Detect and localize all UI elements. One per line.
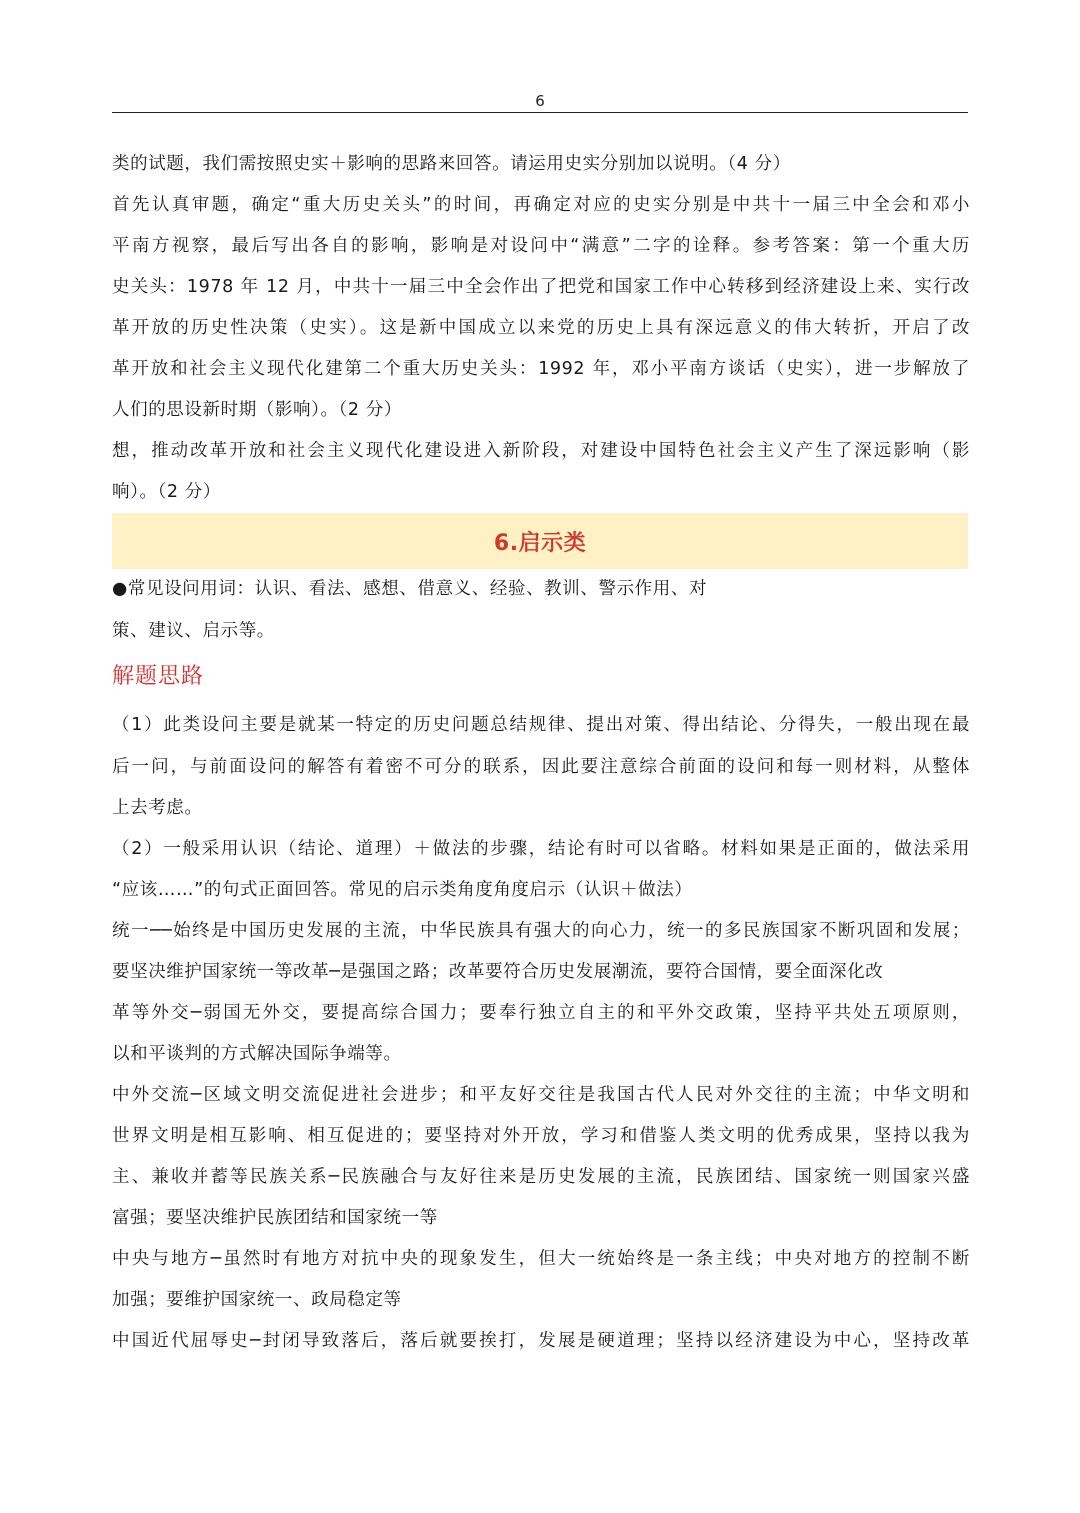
- intro-line-9: 响）。（2 分）: [112, 482, 221, 502]
- intro-line-8: 想，推动改革开放和社会主义现代化建设进入新阶段，对建设中国特色社会主义产生了深远影响（影: [112, 441, 970, 461]
- body-line-4: （2）一般采用认识（结论、道理）＋做法的步骤，结论有时可以省略。材料如果是正面的，做法采用: [112, 839, 970, 859]
- body-line-7: 要坚决维护国家统一等改革─是强国之路；改革要符合历史发展潮流，要符合国情，要全面深化改: [112, 962, 884, 982]
- body-line-8: 革等外交─弱国无外交，要提高综合国力；要奉行独立自主的和平外交政策，坚持平共处五项原则，: [112, 1003, 970, 1023]
- body-line-5: “应该……”的句式正面回答。常见的启示类角度角度启示（认识＋做法）: [112, 880, 693, 900]
- intro-line-4: 史关头：1978 年 12 月，中共十一届三中全会作出了把党和国家工作中心转移到经济建设上来、实行改: [112, 277, 970, 297]
- body-line-6: 统一──始终是中国历史发展的主流，中华民族具有强大的向心力，统一的多民族国家不断巩固和发展；: [112, 921, 970, 941]
- page-number: 6: [535, 92, 545, 110]
- section-title: 6.启示类: [493, 530, 587, 556]
- intro-line-7: 人们的思设新时期（影响）。（2 分）: [112, 400, 402, 420]
- body-line-12: 主、兼收并蓄等民族关系─民族融合与友好往来是历史发展的主流，民族团结、国家统一则国家兴盛: [112, 1167, 970, 1187]
- intro-line-1: 类的试题，我们需按照史实＋影响的思路来回答。请运用史实分别加以说明。（4 分）: [112, 154, 791, 174]
- intro-line-2: 首先认真审题，确定“重大历史关头”的时间，再确定对应的史实分别是中共十一届三中全会和邓小: [112, 195, 970, 215]
- header-rule: [112, 112, 968, 113]
- solution-heading: 解题思路: [112, 664, 205, 689]
- body-line-1: （1）此类设问主要是就某一特定的历史问题总结规律、提出对策、得出结论、分得失，一般出现在最: [112, 715, 970, 735]
- intro-line-6: 革开放和社会主义现代化建第二个重大历史关头：1992 年，邓小平南方谈话（史实），进一步解放了: [112, 359, 970, 379]
- body-line-9: 以和平谈判的方式解决国际争端等。: [112, 1044, 402, 1064]
- body-line-15: 加强；要维护国家统一、政局稳定等: [112, 1290, 402, 1310]
- body-line-16: 中国近代屈辱史─封闭导致落后，落后就要挨打，发展是硬道理；坚持以经济建设为中心，坚持改革: [112, 1331, 970, 1351]
- keywords-line-2: 策、建议、启示等。: [112, 621, 275, 641]
- body-line-13: 富强；要坚决维护民族团结和国家统一等: [112, 1208, 438, 1228]
- body-line-14: 中央与地方─虽然时有地方对抗中央的现象发生，但大一统始终是一条主线；中央对地方的控制不断: [112, 1249, 970, 1269]
- body-line-10: 中外交流─区域文明交流促进社会进步；和平友好交往是我国古代人民对外交往的主流；中华文明和: [112, 1085, 970, 1105]
- keywords-line-1: ●常见设问用词：认识、看法、感想、借意义、经验、教训、警示作用、对: [112, 579, 708, 599]
- section-banner: [112, 513, 968, 569]
- body-line-3: 上去考虑。: [112, 798, 203, 818]
- body-line-2: 后一问，与前面设问的解答有着密不可分的联系，因此要注意综合前面的设问和每一则材料，从整体: [112, 757, 970, 777]
- intro-line-5: 革开放的历史性决策（史实）。这是新中国成立以来党的历史上具有深远意义的伟大转折，开启了改: [112, 318, 970, 338]
- intro-line-3: 平南方视察，最后写出各自的影响，影响是对设问中“满意”二字的诠释。参考答案：第一个重大历: [112, 236, 970, 256]
- body-line-11: 世界文明是相互影响、相互促进的；要坚持对外开放，学习和借鉴人类文明的优秀成果，坚持以我为: [112, 1126, 970, 1146]
